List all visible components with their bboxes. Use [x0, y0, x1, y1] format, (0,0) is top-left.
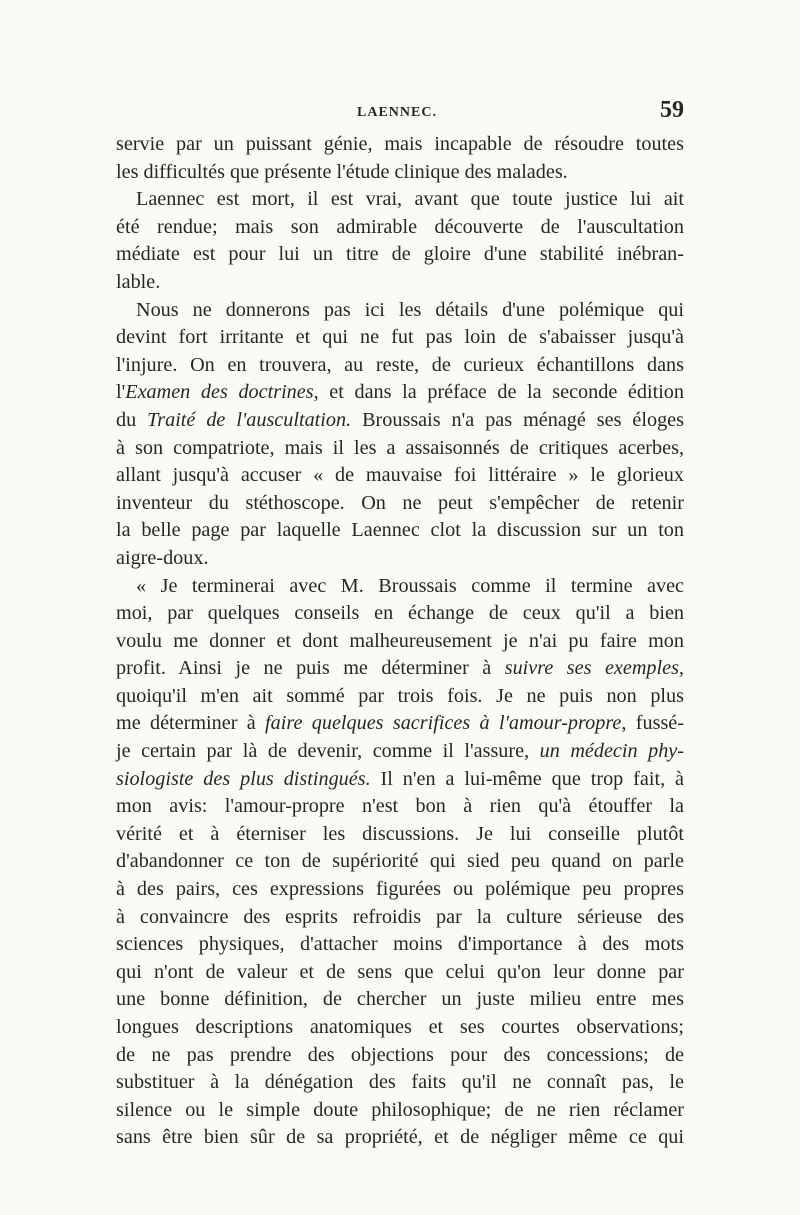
paragraph-start: Nous ne donnerons pas ici les détails d'une polémique qui: [136, 298, 684, 321]
text-line: devint fort irritante et qui ne fut pas loin de s'abaisser jusqu'à: [116, 326, 684, 349]
paragraph-start: Laennec est mort, il est vrai, avant que toute justice lui ait: [136, 188, 684, 211]
text-line: substituer à la dénégation des faits qu'il ne connaît pas, le: [116, 1071, 684, 1094]
text-line: moi, par quelques conseils en échange de ceux qu'il a bien: [116, 602, 684, 625]
quote-italic: siologiste des plus distingués.: [116, 767, 371, 790]
text-line: l'injure. On en trouvera, au reste, de curieux échantillons dans: [116, 353, 684, 376]
text-line: qui n'ont de valeur et de sens que celui qu'on leur donne par: [116, 960, 684, 983]
text-line: je certain par là de devenir, comme il l'assure, un médecin phy-: [116, 740, 684, 763]
text-line: allant jusqu'à accuser « de mauvaise foi littéraire » le glorieux: [116, 464, 684, 487]
text-line: une bonne définition, de chercher un juste milieu entre mes: [116, 988, 684, 1011]
text-line: voulu me donner et dont malheureusement je n'ai pu faire mon: [116, 629, 684, 652]
book-title-examen: Examen des doctrines: [125, 381, 314, 404]
body-text: [116, 131, 684, 1152]
text-line: de ne pas prendre des objections pour des concessions; de: [116, 1043, 684, 1066]
book-title-traite: Traité de l'auscultation.: [147, 408, 352, 431]
text-line: lable.: [116, 270, 161, 293]
text-line: servie par un puissant génie, mais incapable de résoudre toutes: [116, 133, 684, 155]
text-line: longues descriptions anatomiques et ses courtes observations;: [116, 1016, 684, 1038]
page-number: 59: [660, 97, 684, 123]
text-line: été rendue; mais son admirable découverte de l'auscultation: [116, 215, 684, 238]
text-line: aigre-doux.: [116, 546, 209, 569]
text-line: médiate est pour lui un titre de gloire d'une stabilité inébran-: [116, 243, 684, 266]
running-title: LAENNEC.: [357, 105, 437, 120]
text-line: à des pairs, ces expressions figurées ou polémique peu propres: [116, 878, 684, 901]
text-line: à son compatriote, mais il les a assaisonnés de critiques acerbes,: [116, 436, 684, 459]
text-line: quoiqu'il m'en ait sommé par trois fois. Je ne puis non plus: [116, 684, 684, 707]
text-line: les difficultés que présente l'étude clinique des malades.: [116, 160, 568, 183]
text-line: à convaincre des esprits refroidis par la culture sérieuse des: [116, 905, 684, 928]
text-line: la belle page par laquelle Laennec clot la discussion sur un ton: [116, 519, 684, 542]
text-line: du Traité de l'auscultation. Broussais n'a pas ménagé ses éloges: [116, 408, 684, 431]
text-line: sans être bien sûr de sa propriété, et de négliger même ce qui: [116, 1126, 684, 1149]
text-line: profit. Ainsi je ne puis me déterminer à suivre ses exemples,: [116, 657, 684, 680]
text-line: l'Examen des doctrines, et dans la préface de la seconde édition: [116, 381, 684, 404]
text-line: vérité et à éterniser les discussions. Je lui conseille plutôt: [116, 822, 684, 845]
text-line: mon avis: l'amour-propre n'est bon à rien qu'à étouffer la: [116, 795, 684, 818]
text-line: siologiste des plus distingués. Il n'en a lui-même que trop fait, à: [116, 767, 685, 790]
running-head: [110, 97, 684, 127]
quote-italic: un médecin phy-: [539, 740, 684, 763]
text-line: sciences physiques, d'attacher moins d'importance à des mots: [116, 933, 684, 956]
text-line: d'abandonner ce ton de supériorité qui sied peu quand on parle: [116, 850, 684, 873]
text-line: inventeur du stéthoscope. On ne peut s'empêcher de retenir: [116, 491, 684, 514]
paragraph-start: « Je terminerai avec M. Broussais comme il termine avec: [136, 574, 684, 597]
quote-italic: faire quelques sacrifices à l'amour-propre: [265, 712, 622, 735]
quote-italic: suivre ses exemples,: [504, 657, 684, 680]
text-line: silence ou le simple doute philosophique; de ne rien réclamer: [116, 1098, 684, 1121]
text-line: me déterminer à faire quelques sacrifices à l'amour-propre, fussé-: [116, 712, 684, 735]
